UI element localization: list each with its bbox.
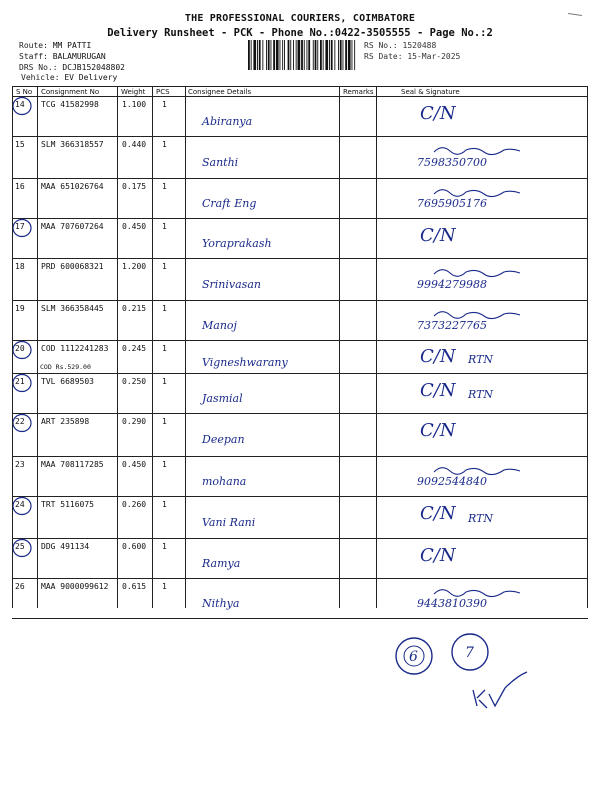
sno-cell (15, 182, 25, 191)
col-sno: S No (16, 88, 33, 96)
sno-value: 17 (15, 222, 25, 231)
sno-cell (15, 140, 25, 149)
consignee-handwriting: Ramya (202, 557, 241, 570)
weight-value: 1.100 (122, 100, 147, 109)
consignee-handwriting: Abiranya (202, 115, 253, 128)
col-signature: Seal & Signature (401, 88, 460, 96)
col-divider (37, 86, 38, 608)
barcode-bar (304, 40, 305, 70)
signature-scribble (432, 142, 522, 158)
consignment-no: DDG 491134 (41, 542, 90, 551)
sno-value: 20 (15, 344, 25, 353)
sno-value: 22 (15, 417, 25, 426)
barcode-bar (266, 40, 267, 70)
col-pcs: PCS (156, 88, 170, 96)
route-label: Route: (19, 41, 48, 50)
consignee-handwriting: Nithya (202, 597, 240, 610)
signature-note: RTN (468, 512, 494, 525)
consignment-no: SLM 366358445 (41, 304, 104, 313)
sno-cell (15, 582, 25, 591)
consignment-no: MAA 708117285 (41, 460, 104, 469)
col-divider (117, 86, 118, 608)
barcode-bar (354, 40, 355, 70)
signature-note: RTN (468, 388, 494, 401)
barcode-bar (320, 40, 322, 70)
consignee-handwriting: Jasmial (202, 392, 243, 405)
weight-value: 0.440 (122, 140, 147, 149)
signature-scribble (432, 584, 522, 600)
pcs-value: 1 (162, 222, 167, 231)
consignment-no: TCG 41582998 (41, 100, 99, 109)
sno-value: 19 (15, 304, 25, 313)
consignee-handwriting: Deepan (202, 433, 245, 446)
barcode-bar (268, 40, 270, 70)
barcode-bar (248, 40, 250, 70)
col-consignment: Consignment No (41, 88, 100, 96)
table-border-right (587, 86, 588, 608)
initials-stroke (473, 672, 527, 708)
weight-value: 0.290 (122, 417, 147, 426)
table-row (12, 219, 588, 259)
consignee-handwriting: mohana (202, 475, 247, 488)
sno-cell (15, 460, 25, 469)
pcs-value: 1 (162, 344, 167, 353)
consignment-no: ART 235898 (41, 417, 90, 426)
weight-value: 0.450 (122, 222, 147, 231)
document-subtitle: Delivery Runsheet - PCK - Phone No.:0422-3505555 - Page No.:2 (107, 27, 493, 39)
staff-value: BALAMURUGAN (52, 52, 106, 61)
pcs-value: 1 (162, 304, 167, 313)
table-row (12, 259, 588, 301)
barcode-bar (288, 40, 290, 70)
sno-cell (15, 344, 25, 353)
barcode-bar (262, 40, 263, 70)
drs-value: DCJB152048802 (62, 63, 125, 72)
consignee-handwriting: Vani Rani (202, 516, 256, 529)
table-row (12, 137, 588, 179)
staff-line (19, 52, 106, 61)
signature-note: 9092544840 (417, 475, 487, 488)
barcode-bar (340, 40, 342, 70)
table-row (12, 179, 588, 219)
pcs-value: 1 (162, 460, 167, 469)
initials-mark (465, 668, 535, 716)
sno-cell (15, 262, 25, 271)
sno-cell (15, 542, 25, 551)
pcs-value: 1 (162, 262, 167, 271)
stamp-text: 7 (465, 645, 474, 661)
signature-mark: C/N (420, 503, 456, 524)
weight-value: 0.250 (122, 377, 147, 386)
sno-value: 18 (15, 262, 25, 271)
barcode-bar (298, 40, 301, 70)
consignee-handwriting: Vigneshwarany (202, 356, 288, 369)
table-header (12, 86, 588, 97)
sno-value: 15 (15, 140, 25, 149)
stamp-text: 6 (409, 649, 418, 665)
rs-no-value: 1520488 (402, 41, 437, 50)
consignment-no: PRD 600068321 (41, 262, 104, 271)
vehicle-value: EV Delivery (64, 73, 118, 82)
barcode-bar (329, 40, 330, 70)
pcs-value: 1 (162, 582, 167, 591)
col-weight: Weight (121, 88, 146, 96)
sno-value: 24 (15, 500, 25, 509)
pcs-value: 1 (162, 377, 167, 386)
barcode-bar (301, 40, 303, 70)
signature-scribble (432, 306, 522, 322)
vehicle-label: Vehicle: (21, 73, 60, 82)
table-row (12, 414, 588, 457)
consignee-handwriting: Manoj (202, 319, 237, 332)
sno-cell (15, 377, 25, 386)
table-row (12, 374, 588, 414)
table-row (12, 341, 588, 374)
col-remarks: Remarks (343, 88, 374, 96)
sno-cell (15, 417, 25, 426)
barcode-bar (352, 40, 353, 70)
sno-value: 21 (15, 377, 25, 386)
signature-mark: C/N (420, 225, 456, 246)
signature-scribble (432, 184, 522, 200)
barcode-bar (284, 40, 285, 70)
table-row (12, 579, 588, 619)
route-value: MM PATTI (52, 41, 92, 50)
consignment-no: MAA 9000099612 (41, 582, 109, 591)
weight-value: 0.615 (122, 582, 147, 591)
signature-mark: C/N (420, 346, 456, 367)
signature-mark: C/N (420, 420, 456, 441)
weight-value: 0.260 (122, 500, 147, 509)
table-row (12, 301, 588, 341)
runsheet-table (12, 86, 588, 608)
barcode-bar (343, 40, 344, 70)
barcode-bar (348, 40, 351, 70)
barcode-image (248, 40, 356, 70)
barcode-bar (273, 40, 275, 70)
sno-cell (15, 100, 25, 109)
barcode-bar (280, 40, 281, 70)
barcode-bar (345, 40, 347, 70)
drs-label: DRS No.: (19, 63, 58, 72)
drs-line (19, 63, 125, 72)
weight-value: 0.600 (122, 542, 147, 551)
consignee-handwriting: Craft Eng (202, 197, 257, 210)
barcode-bar (293, 40, 294, 70)
vehicle-line (21, 73, 117, 82)
col-divider (152, 86, 153, 608)
weight-value: 1.200 (122, 262, 147, 271)
barcode-bar (259, 40, 261, 70)
barcode-bar (296, 40, 297, 70)
rs-date-value: 15-Mar-2025 (407, 52, 461, 61)
barcode-bar (290, 40, 291, 70)
rs-date-line (364, 52, 460, 61)
signature-note: 7373227765 (417, 319, 487, 332)
barcode-bar (307, 40, 308, 70)
cod-amount: COD Rs.529.00 (40, 363, 91, 371)
route-line (19, 41, 91, 50)
consignee-handwriting: Santhi (202, 156, 239, 169)
consignment-no: TVL 6689503 (41, 377, 94, 386)
consignment-no: TRT 5116075 (41, 500, 94, 509)
barcode-bar (282, 40, 283, 70)
barcode-bar (323, 40, 324, 70)
barcode-bar (331, 40, 333, 70)
table-row (12, 97, 588, 137)
consignment-no: MAA 707607264 (41, 222, 104, 231)
table-row (12, 457, 588, 497)
barcode-bar (308, 40, 310, 70)
pcs-value: 1 (162, 182, 167, 191)
rs-no-label: RS No.: (364, 41, 398, 50)
barcode-bar (253, 40, 256, 70)
pcs-value: 1 (162, 100, 167, 109)
signature-note: 9443810390 (417, 597, 487, 610)
signature-mark: C/N (420, 380, 456, 401)
sno-value: 16 (15, 182, 25, 191)
consignee-handwriting: Srinivasan (202, 278, 261, 291)
consignment-no: MAA 651026764 (41, 182, 104, 191)
rs-date-label: RS Date: (364, 52, 403, 61)
initials-text: KV (475, 712, 477, 713)
weight-value: 0.450 (122, 460, 147, 469)
sno-value: 23 (15, 460, 25, 469)
consignment-no: COD 1112241283 (41, 344, 109, 353)
sno-value: 14 (15, 100, 25, 109)
col-divider (339, 86, 340, 608)
signature-scribble (432, 462, 522, 478)
sno-cell (15, 304, 25, 313)
signature-note: RTN (468, 353, 494, 366)
pcs-value: 1 (162, 140, 167, 149)
consignee-handwriting: Yoraprakash (202, 237, 272, 250)
barcode-bar (251, 40, 252, 70)
signature-note: 7695905176 (417, 197, 487, 210)
sno-cell (15, 222, 25, 231)
signature-note: 7598350700 (417, 156, 487, 169)
sno-value: 25 (15, 542, 25, 551)
document-title: THE PROFESSIONAL COURIERS, COIMBATORE (184, 13, 416, 24)
table-border-left (12, 86, 13, 608)
barcode-bar (325, 40, 328, 70)
consignment-no: SLM 366318557 (41, 140, 104, 149)
staff-label: Staff: (19, 52, 48, 61)
col-divider (376, 86, 377, 608)
sno-value: 26 (15, 582, 25, 591)
table-row (12, 539, 588, 579)
col-divider (185, 86, 186, 608)
col-consignee: Consignee Details (188, 88, 252, 96)
barcode-bar (313, 40, 314, 70)
signature-mark: C/N (420, 545, 456, 566)
barcode-bar (315, 40, 317, 70)
weight-value: 0.245 (122, 344, 147, 353)
pcs-value: 1 (162, 500, 167, 509)
barcode-bar (271, 40, 272, 70)
pcs-value: 1 (162, 542, 167, 551)
weight-value: 0.175 (122, 182, 147, 191)
sno-cell (15, 500, 25, 509)
barcode-bar (257, 40, 258, 70)
signature-scribble (432, 264, 522, 280)
barcode-bar (317, 40, 318, 70)
table-row (12, 497, 588, 539)
barcode-bar (338, 40, 339, 70)
weight-value: 0.215 (122, 304, 147, 313)
signature-mark: C/N (420, 103, 456, 124)
barcode-bar (276, 40, 279, 70)
pcs-value: 1 (162, 417, 167, 426)
rs-no-line (364, 41, 436, 50)
signature-note: 9994279988 (417, 278, 487, 291)
barcode-bar (334, 40, 335, 70)
